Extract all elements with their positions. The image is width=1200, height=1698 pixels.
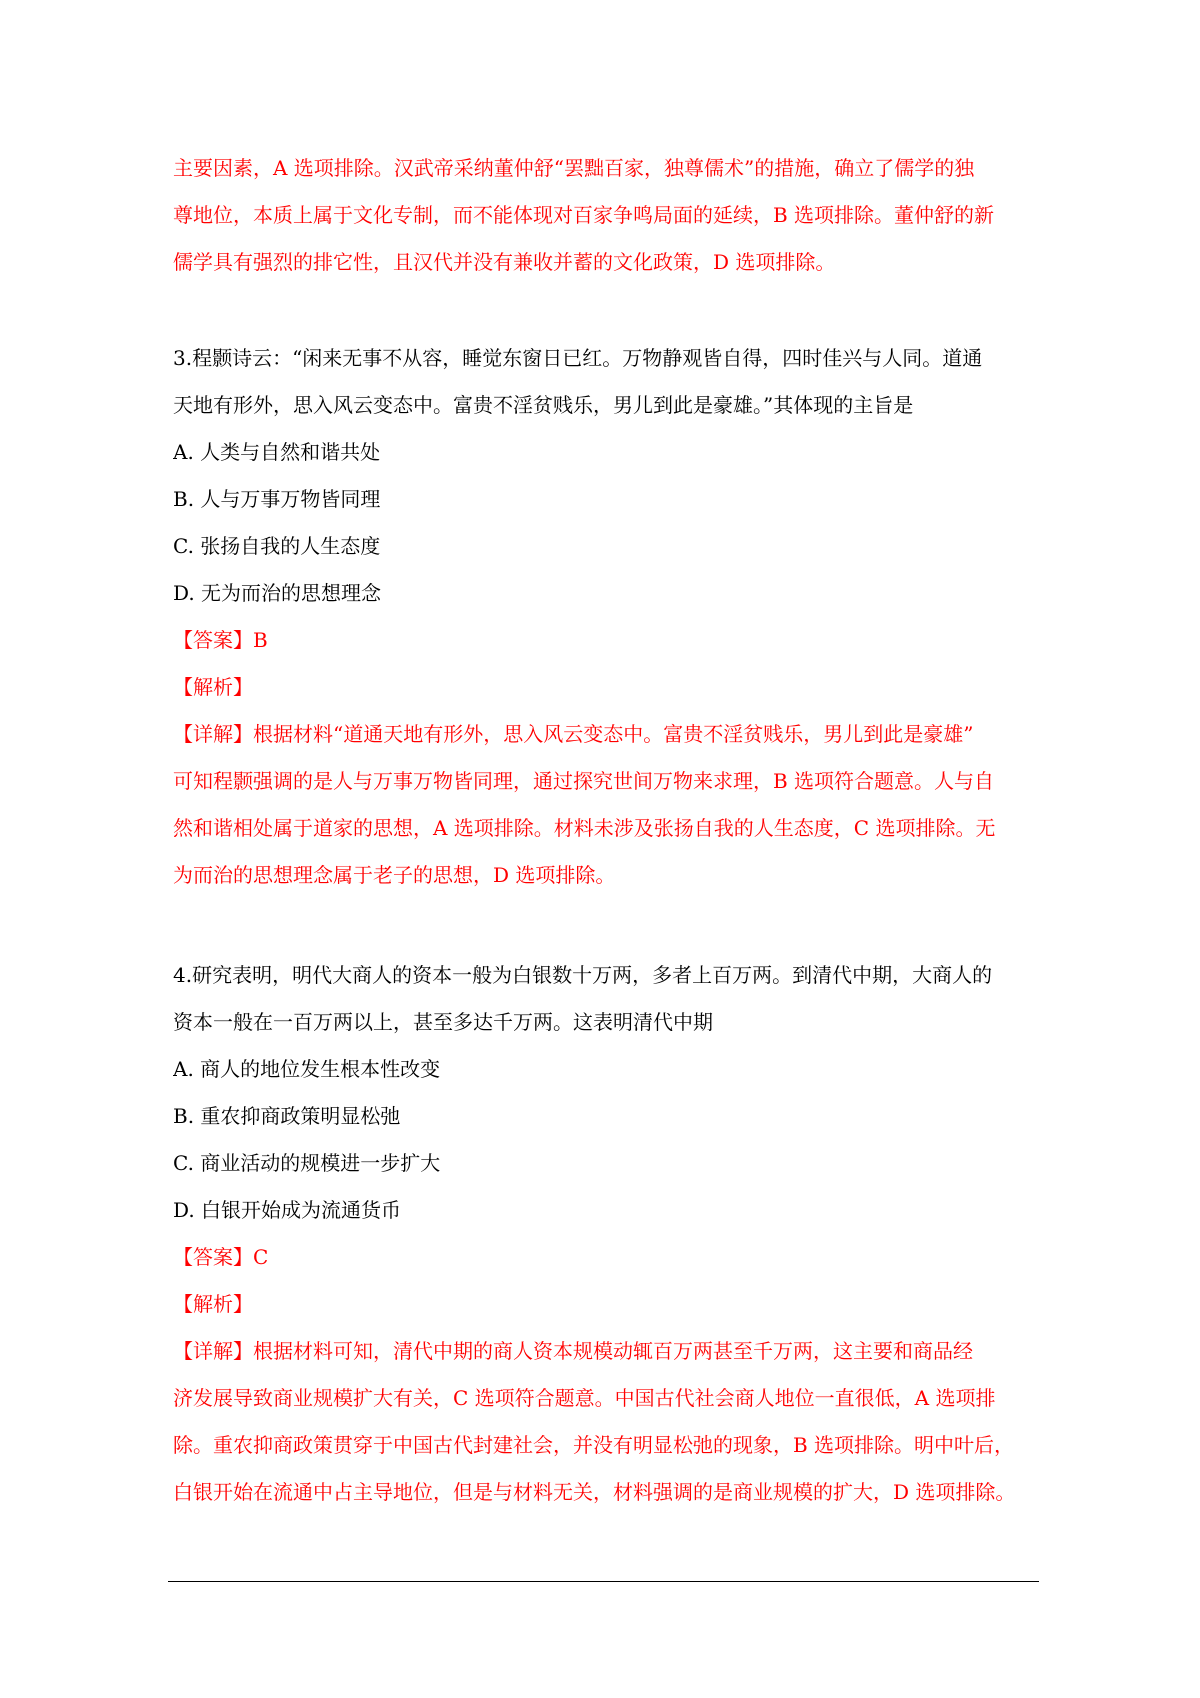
option-a: A. 商人的地位发生根本性改变	[173, 1057, 441, 1081]
text-line: 【详解】根据材料“道通天地有形外，思入风云变态中。富贵不淫贫贱乐，男儿到此是豪雄”	[173, 722, 974, 746]
text-line: 除。重农抑商政策贯穿于中国古代封建社会，并没有明显松弛的现象，B 选项排除。明中叶后，	[173, 1433, 1015, 1457]
question-3-answer-section	[173, 617, 1039, 899]
question-4-stem	[173, 952, 1039, 1046]
text-line: 尊地位，本质上属于文化专制，而不能体现对百家争鸣局面的延续，B 选项排除。董仲舒的新	[173, 203, 995, 227]
text-line: 天地有形外，思入风云变态中。富贵不淫贫贱乐，男儿到此是豪雄。”其体现的主旨是	[173, 393, 914, 417]
text-line: 可知程颢强调的是人与万事万物皆同理，通过探究世间万物来求理，B 选项符合题意。人与自	[173, 769, 995, 793]
previous-explanation-continuation	[173, 145, 1039, 286]
text-line: 济发展导致商业规模扩大有关，C 选项符合题意。中国古代社会商人地位一直很低，A 选项排	[173, 1386, 996, 1410]
analysis-heading: 【解析】	[173, 1292, 253, 1316]
option-b: B. 重农抑商政策明显松弛	[173, 1104, 401, 1128]
question-4-options	[173, 1046, 1039, 1234]
text-line: 资本一般在一百万两以上，甚至多达千万两。这表明清代中期	[173, 1010, 713, 1034]
text-line: 白银开始在流通中占主导地位，但是与材料无关，材料强调的是商业规模的扩大，D 选项排除。	[173, 1480, 1016, 1504]
option-c: C. 商业活动的规模进一步扩大	[173, 1151, 441, 1175]
text-line: 4.研究表明，明代大商人的资本一般为白银数十万两，多者上百万两。到清代中期，大商人的	[173, 963, 993, 987]
text-line: 儒学具有强烈的排它性，且汉代并没有兼收并蓄的文化政策，D 选项排除。	[173, 250, 836, 274]
option-a: A. 人类与自然和谐共处	[173, 440, 381, 464]
option-d: D. 无为而治的思想理念	[173, 581, 382, 605]
analysis-heading: 【解析】	[173, 675, 253, 699]
answer-label: 【答案】C	[173, 1245, 269, 1269]
text-line: 【详解】根据材料可知，清代中期的商人资本规模动辄百万两甚至千万两，这主要和商品经	[173, 1339, 973, 1363]
text-line: 3.程颢诗云：“闲来无事不从容，睡觉东窗日已红。万物静观皆自得，四时佳兴与人同。道通	[173, 346, 983, 370]
question-3-stem	[173, 335, 1039, 429]
answer-label: 【答案】B	[173, 628, 268, 652]
text-line: 然和谐相处属于道家的思想，A 选项排除。材料未涉及张扬自我的人生态度，C 选项排除。无	[173, 816, 996, 840]
option-d: D. 白银开始成为流通货币	[173, 1198, 402, 1222]
option-b: B. 人与万事万物皆同理	[173, 487, 381, 511]
question-3-options	[173, 429, 1039, 617]
option-c: C. 张扬自我的人生态度	[173, 534, 381, 558]
question-4-answer-section	[173, 1234, 1039, 1516]
text-line: 为而治的思想理念属于老子的思想，D 选项排除。	[173, 863, 616, 887]
footer-divider	[168, 1581, 1039, 1582]
text-line: 主要因素，A 选项排除。汉武帝采纳董仲舒“罢黜百家，独尊儒术”的措施，确立了儒学的独	[173, 156, 975, 180]
